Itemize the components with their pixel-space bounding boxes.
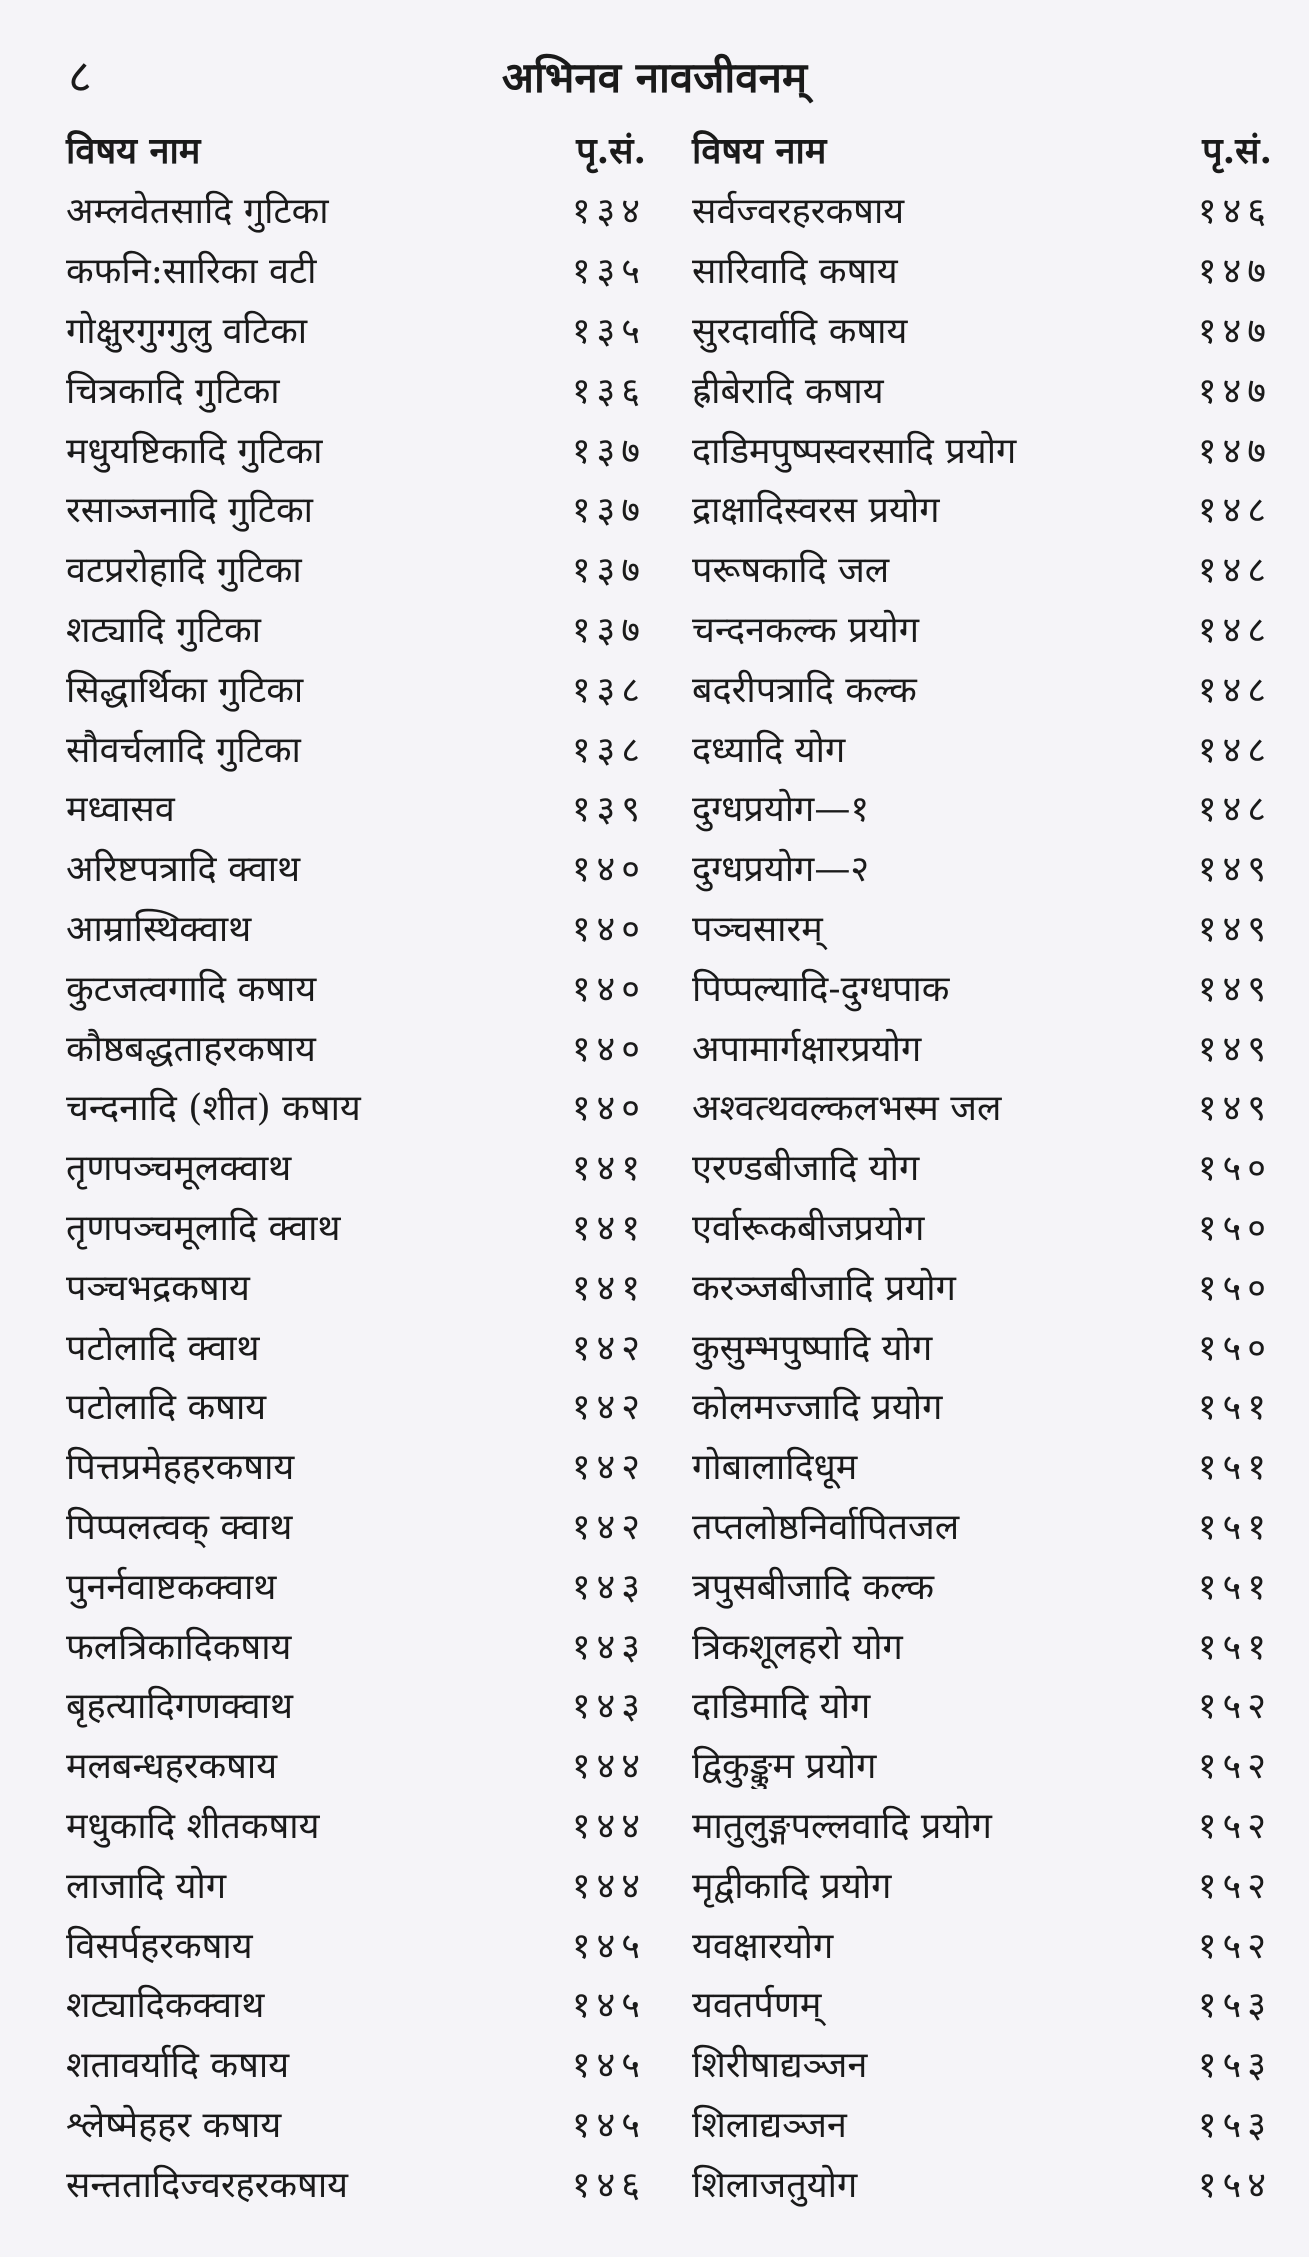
entry-page-number: १४९	[1197, 968, 1272, 1010]
entry-page-number: १४८	[1197, 669, 1272, 711]
entry-page-number: १५१	[1197, 1626, 1272, 1668]
index-entry	[692, 1017, 1272, 1077]
entry-page-number: १३८	[571, 669, 646, 711]
entry-name: पिप्पल्यादि-दुग्धपाक	[692, 968, 950, 1010]
entry-page-number: १५३	[1197, 2045, 1272, 2087]
entry-page-number: १५०	[1197, 1327, 1272, 1369]
entry-page-number: १४०	[571, 1028, 646, 1070]
entry-name: करञ्जबीजादि प्रयोग	[692, 1267, 956, 1309]
entry-page-number: १४५	[571, 1985, 646, 2027]
index-entry	[692, 599, 1272, 659]
index-entry	[66, 1735, 646, 1795]
index-entry	[66, 1795, 646, 1855]
index-entry	[692, 419, 1272, 479]
entry-name: सुरदार्वादि कषाय	[692, 310, 908, 352]
entry-name: एर्वारूकबीजप्रयोग	[692, 1207, 925, 1249]
index-entry	[66, 240, 646, 300]
entry-page-number: १३५	[571, 310, 646, 352]
entry-name: श्लेष्मेहहर कषाय	[66, 2104, 282, 2146]
index-entry	[66, 1316, 646, 1376]
page-no-header: पृ.सं.	[576, 129, 646, 172]
entry-page-number: १५१	[1197, 1566, 1272, 1608]
entry-name: विसर्पहरकषाय	[66, 1925, 253, 1967]
index-entry	[66, 2094, 646, 2154]
index-entry	[692, 1555, 1272, 1615]
entry-page-number: १५१	[1197, 1447, 1272, 1489]
entry-name: पटोलादि क्वाथ	[66, 1327, 260, 1369]
entry-name: यवतर्पणम्	[692, 1985, 822, 2027]
index-entry	[692, 2034, 1272, 2094]
entry-name: द्विकुङ्कुम प्रयोग	[692, 1746, 877, 1788]
index-entry	[66, 898, 646, 958]
subject-name-header: विषय नाम	[692, 129, 827, 172]
entry-name: गोबालादिधूम	[692, 1447, 858, 1489]
entry-name: कुसुम्भपुष्पादि योग	[692, 1327, 933, 1369]
index-entry	[66, 718, 646, 778]
entry-name: एरण्डबीजादि योग	[692, 1148, 920, 1190]
index-entry	[692, 1795, 1272, 1855]
entry-page-number: १३५	[571, 251, 646, 293]
entry-name: सन्ततादिज्वरहरकषाय	[66, 2164, 349, 2206]
entry-name: दाडिमादि योग	[692, 1686, 871, 1728]
entry-name: अरिष्टपत्रादि क्वाथ	[66, 849, 301, 891]
entry-page-number: १४३	[571, 1626, 646, 1668]
entry-name: कोलमज्जादि प्रयोग	[692, 1387, 943, 1429]
entry-name: अश्वत्थवल्कलभस्म जल	[692, 1088, 1002, 1130]
index-entry	[66, 1256, 646, 1316]
index-entry	[692, 658, 1272, 718]
index-entry	[692, 957, 1272, 1017]
index-entry	[66, 2153, 646, 2213]
entry-page-number: १४५	[571, 1925, 646, 1967]
index-entry	[692, 1077, 1272, 1137]
index-entry	[692, 1316, 1272, 1376]
entry-name: शिलाद्यञ्जन	[692, 2104, 847, 2146]
index-entry	[66, 778, 646, 838]
entry-name: पुनर्नवाष्टकक्वाथ	[66, 1566, 277, 1608]
entry-page-number: १४२	[571, 1447, 646, 1489]
entry-page-number: १५२	[1197, 1805, 1272, 1847]
entry-page-number: १५१	[1197, 1387, 1272, 1429]
entry-name: वटप्ररोहादि गुटिका	[66, 550, 302, 592]
entry-name: शट्यादिकक्वाथ	[66, 1985, 265, 2027]
index-entry	[692, 2094, 1272, 2154]
entry-page-number: १४२	[571, 1506, 646, 1548]
entry-name: आम्रास्थिक्वाथ	[66, 908, 252, 950]
index-entry	[66, 1675, 646, 1735]
entry-page-number: १४१	[571, 1267, 646, 1309]
entry-page-number: १४९	[1197, 908, 1272, 950]
entry-page-number: १३७	[571, 430, 646, 472]
index-entry	[692, 1496, 1272, 1556]
entry-page-number: १५२	[1197, 1865, 1272, 1907]
index-entry	[692, 1615, 1272, 1675]
index-entry	[692, 1735, 1272, 1795]
entry-page-number: १५३	[1197, 2104, 1272, 2146]
index-entry	[692, 180, 1272, 240]
entry-page-number: १४७	[1197, 430, 1272, 472]
page-no-header: पृ.सं.	[1202, 129, 1272, 172]
index-entry	[66, 1017, 646, 1077]
column-header	[66, 118, 646, 180]
index-entry	[692, 838, 1272, 898]
index-entry	[66, 1615, 646, 1675]
index-entry	[692, 1376, 1272, 1436]
entry-page-number: १५०	[1197, 1148, 1272, 1190]
index-entry	[692, 300, 1272, 360]
entry-name: मृद्वीकादि प्रयोग	[692, 1865, 892, 1907]
index-entry	[66, 1376, 646, 1436]
entry-name: त्रपुसबीजादि कल्क	[692, 1566, 934, 1608]
entry-name: मलबन्धहरकषाय	[66, 1746, 278, 1788]
entry-page-number: १४८	[1197, 490, 1272, 532]
entry-name: यवक्षारयोग	[692, 1925, 834, 1967]
index-entry	[66, 1197, 646, 1257]
entry-page-number: १४८	[1197, 550, 1272, 592]
entry-name: पञ्चभद्रकषाय	[66, 1267, 250, 1309]
entry-page-number: १५४	[1197, 2164, 1272, 2206]
entry-page-number: १४०	[571, 968, 646, 1010]
entry-name: बृहत्यादिगणक्वाथ	[66, 1686, 294, 1728]
entry-page-number: १४१	[571, 1207, 646, 1249]
entry-name: फलत्रिकादिकषाय	[66, 1626, 292, 1668]
page-header	[0, 38, 1309, 118]
entry-page-number: १४६	[1197, 191, 1272, 233]
entry-name: सर्वज्वरहरकषाय	[692, 191, 905, 233]
entry-page-number: १३४	[571, 191, 646, 233]
index-entry	[66, 539, 646, 599]
entry-page-number: १४४	[571, 1865, 646, 1907]
index-column-left	[66, 118, 646, 2213]
entry-page-number: १४८	[1197, 729, 1272, 771]
index-entry	[66, 1077, 646, 1137]
index-entry	[66, 1914, 646, 1974]
entry-page-number: १४०	[571, 1088, 646, 1130]
index-list-right	[692, 180, 1272, 2213]
entry-page-number: १५१	[1197, 1506, 1272, 1548]
entry-name: कफनि:सारिका वटी	[66, 251, 317, 293]
index-entry	[692, 479, 1272, 539]
entry-page-number: १४१	[571, 1148, 646, 1190]
entry-page-number: १४८	[1197, 789, 1272, 831]
entry-page-number: १३८	[571, 729, 646, 771]
subject-name-header: विषय नाम	[66, 129, 201, 172]
entry-page-number: १३७	[571, 609, 646, 651]
entry-name: दुग्धप्रयोग—१	[692, 789, 870, 831]
index-entry	[692, 240, 1272, 300]
index-entry	[66, 957, 646, 1017]
entry-page-number: १४५	[571, 2104, 646, 2146]
entry-page-number: १५२	[1197, 1925, 1272, 1967]
entry-name: सिद्धार्थिका गुटिका	[66, 669, 304, 711]
page-number: ८	[68, 49, 92, 103]
entry-name: कौष्ठबद्धताहरकषाय	[66, 1028, 316, 1070]
entry-name: मातुलुङ्गपल्लवादि प्रयोग	[692, 1805, 992, 1847]
index-entry	[692, 359, 1272, 419]
entry-name: ह्रीबेरादि कषाय	[692, 370, 884, 412]
index-entry	[66, 359, 646, 419]
entry-page-number: १४४	[571, 1805, 646, 1847]
entry-page-number: १४०	[571, 849, 646, 891]
index-entry	[66, 1436, 646, 1496]
entry-page-number: १४९	[1197, 849, 1272, 891]
entry-page-number: १४४	[571, 1746, 646, 1788]
index-entry	[692, 1914, 1272, 1974]
running-title: अभिनव नावजीवनम्	[501, 53, 808, 102]
entry-name: तप्तलोष्ठनिर्वापितजल	[692, 1506, 960, 1548]
entry-page-number: १४६	[571, 2164, 646, 2206]
entry-name: परूषकादि जल	[692, 550, 890, 592]
entry-name: पटोलादि कषाय	[66, 1387, 267, 1429]
entry-name: कुटजत्वगादि कषाय	[66, 968, 317, 1010]
entry-page-number: १४३	[571, 1686, 646, 1728]
entry-page-number: १४९	[1197, 1088, 1272, 1130]
entry-page-number: १५२	[1197, 1686, 1272, 1728]
entry-page-number: १४०	[571, 908, 646, 950]
index-entry	[66, 419, 646, 479]
entry-page-number: १५०	[1197, 1267, 1272, 1309]
entry-page-number: १४२	[571, 1387, 646, 1429]
index-entry	[692, 1137, 1272, 1197]
entry-name: शट्यादि गुटिका	[66, 609, 261, 651]
entry-name: मधुयष्टिकादि गुटिका	[66, 430, 323, 472]
index-entry	[692, 1675, 1272, 1735]
index-entry	[66, 1137, 646, 1197]
entry-page-number: १४८	[1197, 609, 1272, 651]
entry-name: शतावर्यादि कषाय	[66, 2045, 290, 2087]
index-entry	[692, 539, 1272, 599]
index-entry	[66, 300, 646, 360]
entry-name: चित्रकादि गुटिका	[66, 370, 280, 412]
index-entry	[692, 1974, 1272, 2034]
index-entry	[66, 1496, 646, 1556]
index-column-right	[692, 118, 1272, 2213]
entry-name: दाडिमपुष्पस्वरसादि प्रयोग	[692, 430, 1017, 472]
entry-page-number: १३७	[571, 550, 646, 592]
entry-name: दध्यादि योग	[692, 729, 846, 771]
index-entry	[692, 1436, 1272, 1496]
entry-name: द्राक्षादिस्वरस प्रयोग	[692, 490, 940, 532]
entry-name: पञ्चसारम्	[692, 908, 823, 950]
entry-name: त्रिकशूलहरो योग	[692, 1626, 903, 1668]
index-entry	[66, 1854, 646, 1914]
entry-page-number: १४५	[571, 2045, 646, 2087]
entry-name: मधुकादि शीतकषाय	[66, 1805, 320, 1847]
entry-name: सारिवादि कषाय	[692, 251, 898, 293]
index-entry	[692, 1256, 1272, 1316]
index-entry	[66, 838, 646, 898]
entry-name: रसाञ्जनादि गुटिका	[66, 490, 313, 532]
entry-page-number: १५२	[1197, 1746, 1272, 1788]
entry-page-number: १५३	[1197, 1985, 1272, 2027]
entry-name: तृणपञ्चमूलादि क्वाथ	[66, 1207, 341, 1249]
index-entry	[692, 898, 1272, 958]
index-entry	[692, 1197, 1272, 1257]
entry-page-number: १३९	[571, 789, 646, 831]
entry-name: शिलाजतुयोग	[692, 2164, 858, 2206]
entry-name: पित्तप्रमेहहरकषाय	[66, 1447, 295, 1489]
entry-name: गोक्षुरगुग्गुलु वटिका	[66, 310, 308, 352]
entry-page-number: १४९	[1197, 1028, 1272, 1070]
entry-name: अम्लवेतसादि गुटिका	[66, 191, 329, 233]
entry-name: दुग्धप्रयोग—२	[692, 849, 870, 891]
entry-name: लाजादि योग	[66, 1865, 227, 1907]
entry-name: शिरीषाद्यञ्जन	[692, 2045, 868, 2087]
column-header	[692, 118, 1272, 180]
entry-name: चन्दनादि (शीत) कषाय	[66, 1088, 361, 1130]
index-entry	[66, 599, 646, 659]
entry-page-number: १४७	[1197, 370, 1272, 412]
index-list-left	[66, 180, 646, 2213]
index-entry	[66, 1974, 646, 2034]
index-entry	[66, 1555, 646, 1615]
entry-page-number: १३६	[571, 370, 646, 412]
index-entry	[66, 2034, 646, 2094]
index-entry	[66, 658, 646, 718]
entry-page-number: १४२	[571, 1327, 646, 1369]
entry-name: तृणपञ्चमूलक्वाथ	[66, 1148, 292, 1190]
entry-name: अपामार्गक्षारप्रयोग	[692, 1028, 922, 1070]
index-entry	[692, 2153, 1272, 2213]
entry-name: पिप्पलत्वक् क्वाथ	[66, 1506, 293, 1548]
entry-name: बदरीपत्रादि कल्क	[692, 669, 917, 711]
entry-page-number: १५०	[1197, 1207, 1272, 1249]
entry-page-number: १४३	[571, 1566, 646, 1608]
entry-page-number: १४७	[1197, 310, 1272, 352]
entry-page-number: १३७	[571, 490, 646, 532]
index-entry	[692, 1854, 1272, 1914]
index-entry	[66, 479, 646, 539]
index-entry	[692, 778, 1272, 838]
entry-page-number: १४७	[1197, 251, 1272, 293]
index-entry	[66, 180, 646, 240]
entry-name: चन्दनकल्क प्रयोग	[692, 609, 920, 651]
entry-name: सौवर्चलादि गुटिका	[66, 729, 301, 771]
index-entry	[692, 718, 1272, 778]
entry-name: मध्वासव	[66, 789, 175, 831]
